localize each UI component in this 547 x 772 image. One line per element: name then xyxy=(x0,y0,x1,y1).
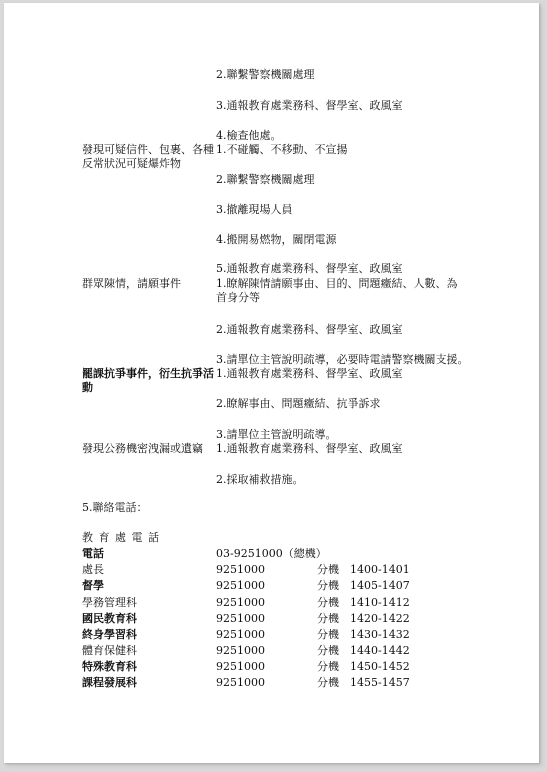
unit-name: 學務管理科 xyxy=(82,596,137,609)
document-page xyxy=(4,3,539,763)
phone-number: 03-9251000（總機） xyxy=(216,547,327,560)
phone-number: 9251000 xyxy=(216,579,265,592)
unit-name: 電話 xyxy=(82,547,104,560)
step-line: 1.不碰觸、不移動、不宣揚 xyxy=(216,143,348,156)
extension: 分機 1440-1442 xyxy=(317,644,410,657)
phone-table-title: 教 育 處 電 話 xyxy=(82,531,160,544)
extension: 分機 1430-1432 xyxy=(317,628,410,641)
event-label-strike: 罷課抗爭事件，衍生抗爭活動 xyxy=(82,367,214,394)
step-line: 3.請單位主管說明疏導。 xyxy=(216,428,337,441)
extension: 分機 1405-1407 xyxy=(317,579,410,592)
extension: 分機 1400-1401 xyxy=(317,563,410,576)
phone-number: 9251000 xyxy=(216,563,265,576)
step-line: 5.通報教育處業務科、督學室、政風室 xyxy=(216,262,403,275)
phone-number: 9251000 xyxy=(216,644,265,657)
phone-number: 9251000 xyxy=(216,612,265,625)
step-line: 2.聯繫警察機關處理 xyxy=(216,173,315,186)
phone-number: 9251000 xyxy=(216,660,265,673)
event-label-suspicious: 發現可疑信件、包裹、各種反常狀況可疑爆炸物 xyxy=(82,143,214,170)
event-label-petition: 群眾陳情，請願事件 xyxy=(82,277,181,290)
unit-name: 終身學習科 xyxy=(82,628,137,641)
event-label-leak: 發現公務機密洩漏或遺竊 xyxy=(82,442,203,455)
step-line: 1.通報教育處業務科、督學室、政風室 xyxy=(216,442,403,455)
step-line: 3.請單位主管說明疏導，必要時電請警察機關支援。 xyxy=(216,353,469,366)
unit-name: 特殊教育科 xyxy=(82,660,137,673)
step-line: 2.採取補救措施。 xyxy=(216,473,304,486)
step-line: 4.搬開易燃物，關閉電源 xyxy=(216,233,337,246)
phone-number: 9251000 xyxy=(216,596,265,609)
unit-name: 國民教育科 xyxy=(82,612,137,625)
step-line: 1.瞭解陳情請願事由、目的、問題癥結、人數、為首身分等 xyxy=(216,277,458,304)
step-line: 4.檢查他處。 xyxy=(216,129,282,142)
extension: 分機 1420-1422 xyxy=(317,612,410,625)
step-line: 3.通報教育處業務科、督學室、政風室 xyxy=(216,99,403,112)
step-line: 2.通報教育處業務科、督學室、政風室 xyxy=(216,323,403,336)
step-line: 3.撤離現場人員 xyxy=(216,203,293,216)
unit-name: 體育保健科 xyxy=(82,644,137,657)
step-line: 2.聯繫警察機關處理 xyxy=(216,68,315,81)
unit-name: 課程發展科 xyxy=(82,676,137,689)
extension: 分機 1450-1452 xyxy=(317,660,410,673)
step-line: 1.通報教育處業務科、督學室、政風室 xyxy=(216,367,403,380)
extension: 分機 1455-1457 xyxy=(317,676,410,689)
unit-name: 督學 xyxy=(82,579,104,592)
section-contact-heading: 5.聯絡電話： xyxy=(82,501,148,514)
unit-name: 處長 xyxy=(82,563,104,576)
step-line: 2.瞭解事由、問題癥結、抗爭訴求 xyxy=(216,397,381,410)
phone-number: 9251000 xyxy=(216,628,265,641)
extension: 分機 1410-1412 xyxy=(317,596,410,609)
phone-number: 9251000 xyxy=(216,676,265,689)
